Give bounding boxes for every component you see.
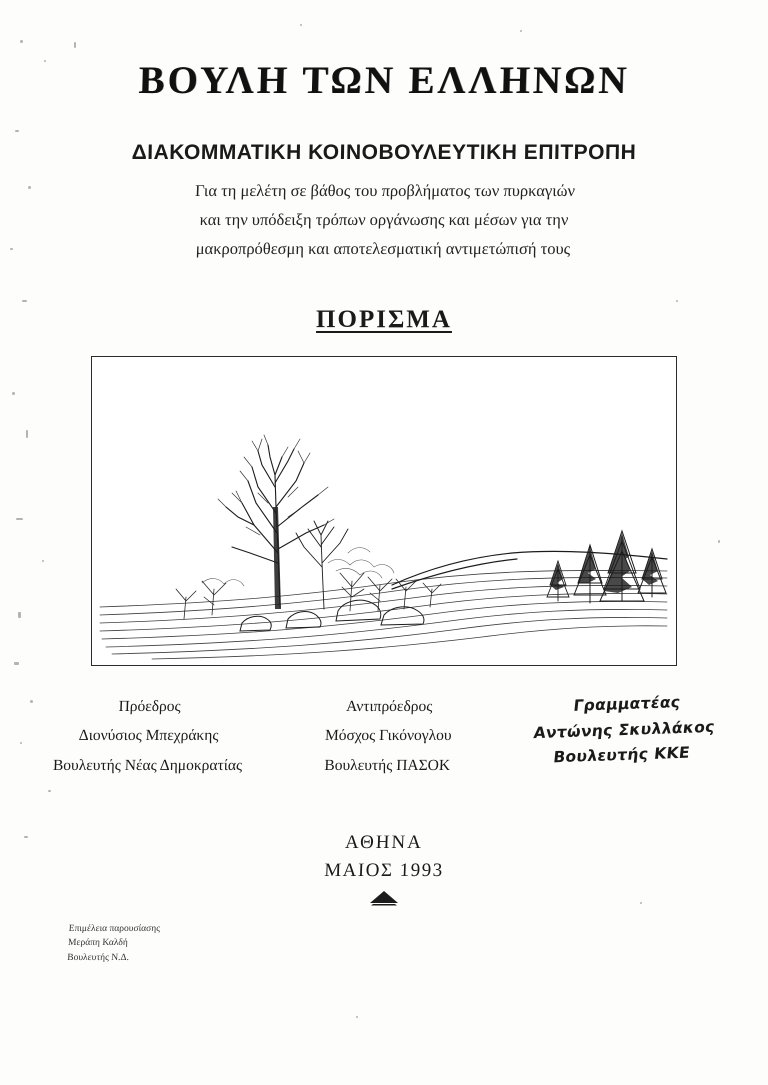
signatory-party: Βουλευτής ΚΚΕ [552,743,691,767]
description-line-3: μακροπρόθεσμη και αποτελεσματική αντιμετώπισή τους [195,238,571,258]
presentation-credit [67,922,160,965]
signatories-row [54,692,714,780]
description-line-2: και την υπόδειξη τρόπων οργάνωσης και μέσων για την [199,209,569,229]
report-label: ΠΟΡΙΣΜΑ [316,305,452,333]
signatory-name: Μόσχος Γικόνογλου [324,727,453,745]
signatory-role: Γραμματέας [572,692,681,715]
signatory-role: Πρόεδρος [118,697,182,715]
signatory-name: Αντώνης Σκυλλάκος [532,717,716,742]
credit-line-1: Επιμέλεια παρουσίασης [68,924,161,934]
publication-date: ΜΑΙΟΣ 1993 [323,859,445,881]
credit-line-3: Βουλευτής Ν.Δ. [66,952,130,963]
signatory-president [52,692,244,780]
page-title: ΒΟΥΛΗ ΤΩΝ ΕΛΛΗΝΩΝ [137,59,631,102]
signatory-party: Βουλευτής Νέας Δημοκρατίας [52,756,243,774]
committee-description [97,177,670,264]
signatory-party: Βουλευτής ΠΑΣΟΚ [324,756,451,774]
credit-line-2: Μεράπη Καλδή [67,938,129,949]
committee-subtitle: ΔΙΑΚΟΜΜΑΤΙΚΗ ΚΟΙΝΟΒΟΥΛΕΥΤΙΚΗ ΕΠΙΤΡΟΠΗ [131,141,637,164]
burnt-forest-drawing [92,357,675,664]
signatory-vice-president [324,692,454,780]
publication-place: ΑΘΗΝΑ [344,831,424,853]
description-line-1: Για τη μελέτη σε βάθος του προβλήματος των πυρκαγιών [194,181,576,200]
cover-illustration [91,356,677,666]
signatory-secretary-handwritten [529,689,718,772]
signatory-role: Αντιπρόεδρος [346,697,433,715]
signatory-name: Διονύσιος Μπεχράκης [78,727,219,745]
parliament-emblem-icon [367,888,401,906]
